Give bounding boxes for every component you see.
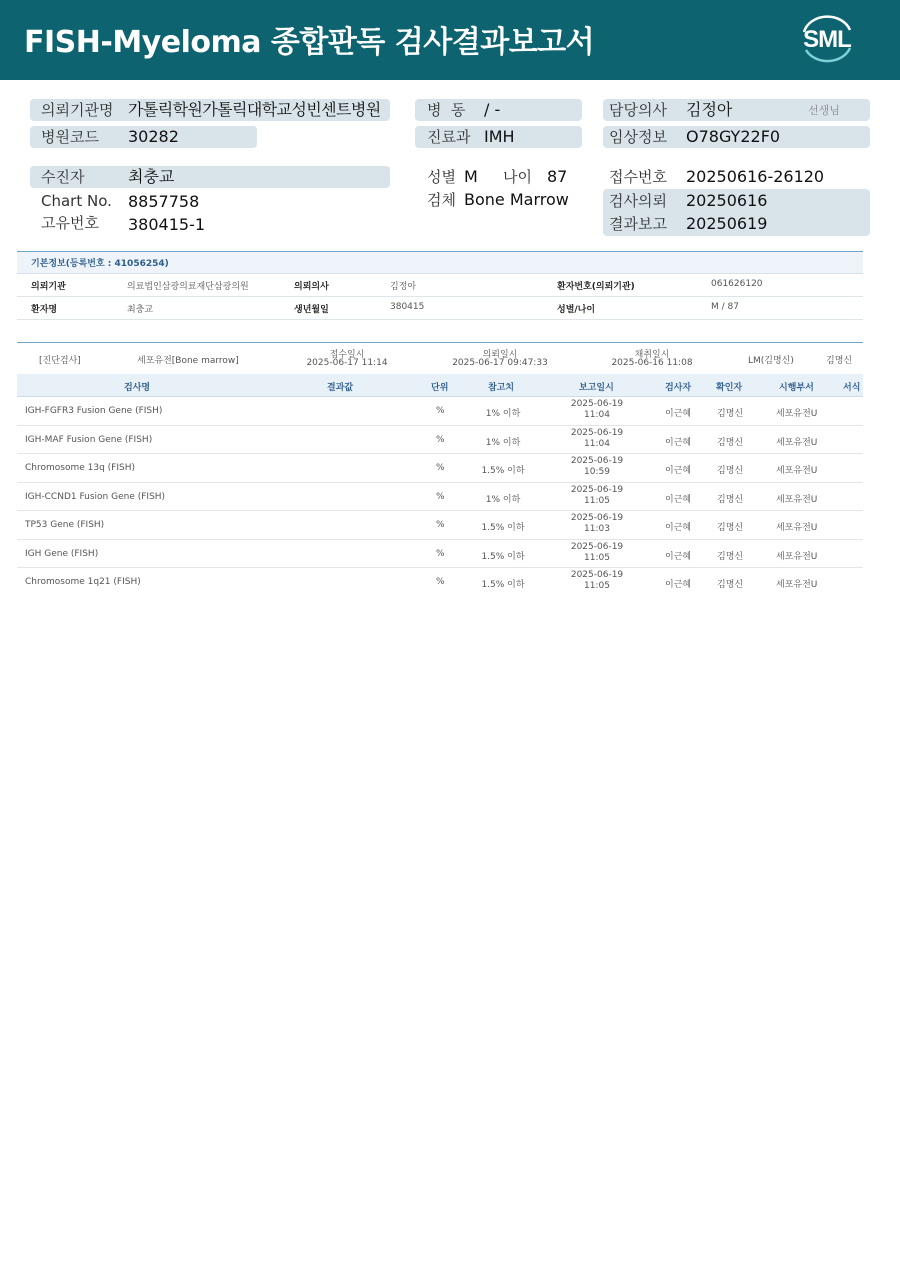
received-label: 접수일시 xyxy=(329,350,365,360)
confirmer: 김명신 xyxy=(717,523,744,533)
report-date: 2025-06-19 xyxy=(570,484,624,495)
reference: 1% 이하 xyxy=(485,494,521,505)
reference: 1% 이하 xyxy=(485,409,521,419)
report-date: 2025-06-19 xyxy=(570,513,624,523)
confirmer: 김명신 xyxy=(717,437,744,448)
tester: 이근혜 xyxy=(665,580,692,590)
chart-label: Chart No. xyxy=(41,192,112,210)
age-value: 87 xyxy=(547,167,568,186)
report-date: 2025-06-19 xyxy=(570,541,624,552)
report-datetime xyxy=(565,399,629,421)
basic-key: 생년월일 xyxy=(294,305,329,315)
department: 세포유전U xyxy=(776,523,818,533)
patient-label: 수진자 xyxy=(41,168,85,186)
reference: 1.5% 이하 xyxy=(481,551,525,562)
department: 세포유전U xyxy=(776,409,818,419)
tester: 이근혜 xyxy=(665,409,692,419)
basic-info-row xyxy=(17,274,863,297)
col-header-report-time: 보고일시 xyxy=(579,383,614,393)
report-time: 11:05 xyxy=(584,552,610,563)
test-name: Chromosome 13q (FISH) xyxy=(25,463,135,473)
results-table-header xyxy=(17,374,863,397)
department: 세포유전U xyxy=(776,437,818,448)
basic-value: 380415 xyxy=(390,302,425,312)
tester: 이근혜 xyxy=(665,466,692,476)
report-datetime xyxy=(565,456,629,478)
reference: 1.5% 이하 xyxy=(481,523,525,533)
patient-value: 최충교 xyxy=(128,167,175,186)
basic-key: 환자명 xyxy=(31,305,58,315)
table-row[interactable] xyxy=(17,483,863,512)
table-row[interactable] xyxy=(17,397,863,426)
request-label: 검사의뢰 xyxy=(609,192,667,210)
department: 세포유전U xyxy=(776,494,818,505)
request-value: 20250616 xyxy=(686,191,768,210)
report-date: 2025-06-19 xyxy=(570,570,624,580)
unit: % xyxy=(436,577,445,587)
sml-logo xyxy=(796,10,858,68)
doctor-suffix: 선생님 xyxy=(808,104,840,117)
department: 세포유전U xyxy=(776,466,818,476)
report-label: 결과보고 xyxy=(609,215,667,233)
col-header-form: 서식 xyxy=(843,383,861,393)
basic-key: 환자번호(의뢰기관) xyxy=(557,282,635,292)
test-name: IGH-CCND1 Fusion Gene (FISH) xyxy=(25,491,166,502)
hospital-code-value: 30282 xyxy=(128,127,179,146)
table-row[interactable] xyxy=(17,426,863,455)
report-time: 11:04 xyxy=(584,410,610,420)
reference: 1.5% 이하 xyxy=(481,466,525,476)
clinical-value: O78GY22F0 xyxy=(686,127,781,146)
col-header-department: 시행부서 xyxy=(779,383,814,393)
test-name: IGH-MAF Fusion Gene (FISH) xyxy=(25,434,153,445)
basic-key: 의뢰의사 xyxy=(294,282,329,292)
tester: 이근혜 xyxy=(665,523,692,533)
table-row[interactable] xyxy=(17,568,863,597)
reference: 1.5% 이하 xyxy=(481,580,525,590)
test-name: Chromosome 1q21 (FISH) xyxy=(25,577,141,587)
dept-value: IMH xyxy=(484,127,515,146)
report-datetime xyxy=(565,570,629,592)
ward-value: / - xyxy=(484,100,501,119)
diagnosis-category: [진단검사] xyxy=(39,356,81,366)
tester: 이근혜 xyxy=(665,494,692,505)
report-time: 11:05 xyxy=(584,581,610,591)
institution-value: 가톨릭학원가톨릭대학교성빈센트병원 xyxy=(128,100,381,119)
unit: % xyxy=(436,491,445,502)
specimen-label: 검체 xyxy=(427,191,456,209)
table-row[interactable] xyxy=(17,454,863,483)
tester: 이근혜 xyxy=(665,551,692,562)
report-datetime xyxy=(565,485,629,507)
col-header-tester: 검사자 xyxy=(665,383,692,393)
report-header xyxy=(0,0,900,80)
report-time: 10:59 xyxy=(584,467,610,477)
chart-value: 8857758 xyxy=(128,192,200,211)
test-name: TP53 Gene (FISH) xyxy=(25,520,105,530)
unit: % xyxy=(436,520,445,530)
basic-info-title: 기본정보(등록번호 : 41056254) xyxy=(31,259,169,269)
unit: % xyxy=(436,463,445,473)
collected-label: 채취일시 xyxy=(634,350,670,360)
tester: 이근혜 xyxy=(665,437,692,448)
report-datetime xyxy=(565,513,629,535)
doctor-value: 김정아 xyxy=(686,100,733,119)
unit: % xyxy=(436,548,445,559)
basic-key: 성별/나이 xyxy=(557,305,596,315)
receipt-value: 20250616-26120 xyxy=(686,167,825,186)
ward-label: 병 동 xyxy=(427,101,466,119)
table-row[interactable] xyxy=(17,540,863,569)
unique-value: 380415-1 xyxy=(128,215,206,234)
report-title: FISH-Myeloma 종합판독 검사결과보고서 xyxy=(24,25,595,60)
clinical-label: 임상정보 xyxy=(609,128,667,146)
basic-value: 최충교 xyxy=(127,305,154,315)
basic-key: 의뢰기관 xyxy=(31,282,66,292)
col-header-result: 결과값 xyxy=(327,383,354,393)
collected-value: 2025-06-16 11:08 xyxy=(611,358,693,368)
test-name: IGH Gene (FISH) xyxy=(25,548,99,559)
dept-label: 진료과 xyxy=(427,128,471,146)
hospital-code-label: 병원코드 xyxy=(41,128,99,146)
basic-info-section xyxy=(17,251,863,320)
basic-info-row xyxy=(17,297,863,320)
unit: % xyxy=(436,434,445,445)
col-header-test-name: 검사명 xyxy=(124,383,151,393)
department: 세포유전U xyxy=(776,551,818,562)
confirmer: 김명신 xyxy=(717,551,744,562)
basic-value: 061626120 xyxy=(711,279,763,289)
specimen-value: Bone Marrow xyxy=(464,190,569,209)
received-value: 2025-06-17 11:14 xyxy=(306,358,388,368)
report-datetime xyxy=(565,542,629,564)
doctor-label: 담당의사 xyxy=(609,101,667,119)
unit: % xyxy=(436,406,445,416)
basic-info-header xyxy=(17,252,863,274)
report-time: 11:05 xyxy=(584,495,610,506)
report-date: 2025-06-19 xyxy=(570,456,624,466)
table-row[interactable] xyxy=(17,511,863,540)
col-header-unit: 단위 xyxy=(431,383,449,393)
institution-label: 의뢰기관명 xyxy=(41,101,114,119)
report-time: 11:03 xyxy=(584,524,610,534)
report-datetime xyxy=(565,428,629,450)
receipt-label: 접수번호 xyxy=(609,168,667,186)
reference: 1% 이하 xyxy=(485,437,521,448)
confirmer: 김명신 xyxy=(717,409,744,419)
diagnosis-specimen: 세포유전[Bone marrow] xyxy=(137,356,239,366)
requested-label: 의뢰일시 xyxy=(482,350,518,360)
sex-label: 성별 xyxy=(427,168,456,186)
sex-value: M xyxy=(464,167,478,186)
col-header-confirmer: 확인자 xyxy=(716,383,743,393)
confirmer: 김명신 xyxy=(717,466,744,476)
report-value: 20250619 xyxy=(686,214,768,233)
lm-label: LM(김명신) xyxy=(748,356,794,366)
report-date: 2025-06-19 xyxy=(570,399,624,409)
basic-value: 의료법인삼광의료재단삼광의원 xyxy=(127,282,249,292)
confirmer: 김명신 xyxy=(717,494,744,505)
report-time: 11:04 xyxy=(584,438,610,449)
department: 세포유전U xyxy=(776,580,818,590)
col-header-reference: 참고치 xyxy=(488,383,515,393)
logo-text: SML xyxy=(803,26,851,53)
age-label: 나이 xyxy=(503,168,532,186)
unique-label: 고유번호 xyxy=(41,214,99,232)
basic-value: M / 87 xyxy=(711,302,739,312)
requested-value: 2025-06-17 09:47:33 xyxy=(452,358,548,368)
test-name: IGH-FGFR3 Fusion Gene (FISH) xyxy=(25,406,163,416)
report-date: 2025-06-19 xyxy=(570,427,624,438)
diagnosis-bar xyxy=(17,342,863,374)
signer-name: 김명신 xyxy=(826,356,853,366)
basic-value: 김정아 xyxy=(390,282,417,292)
confirmer: 김명신 xyxy=(717,580,744,590)
